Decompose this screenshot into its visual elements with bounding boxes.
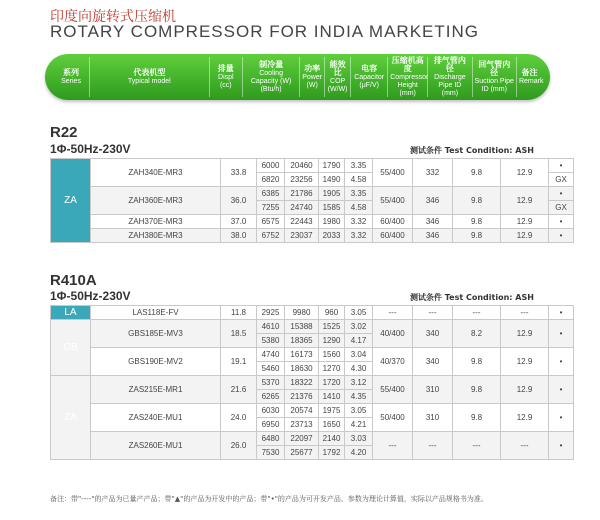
capacitor-cell: ---	[373, 432, 413, 460]
power-cell: 1905	[319, 187, 345, 201]
model-cell: ZAS215E-MR1	[91, 376, 221, 404]
power-cell: 1525	[319, 320, 345, 334]
power-cell: 960	[319, 306, 345, 320]
table-row	[51, 404, 574, 418]
header-cooling: 制冷量 Cooling Capacity (W) (Btu/h)	[243, 57, 300, 97]
power-cell: 1975	[319, 404, 345, 418]
discharge-cell: 9.8	[453, 376, 501, 404]
capacitor-cell: 50/400	[373, 404, 413, 432]
cop-cell: 3.12	[345, 376, 373, 390]
power-cell: 1650	[319, 418, 345, 432]
remark-cell: •	[549, 348, 574, 376]
suction-cell: ---	[501, 306, 549, 320]
displ-cell: 19.1	[221, 348, 257, 376]
cooling-btu-cell: 18630	[285, 362, 319, 376]
cop-cell: 3.05	[345, 404, 373, 418]
series-cell: ZA	[51, 159, 91, 243]
suction-cell: 12.9	[501, 348, 549, 376]
remark-cell: •	[549, 306, 574, 320]
cop-cell: 4.58	[345, 201, 373, 215]
remark-cell: •	[549, 229, 574, 243]
cop-cell: 3.32	[345, 215, 373, 229]
remark-cell: •	[549, 432, 574, 460]
suction-cell: 12.9	[501, 215, 549, 229]
discharge-cell: 9.8	[453, 215, 501, 229]
suction-cell: 12.9	[501, 376, 549, 404]
cop-cell: 3.35	[345, 187, 373, 201]
table-row	[51, 187, 574, 201]
page-title-en: ROTARY COMPRESSOR FOR INDIA MARKETING	[50, 22, 479, 41]
model-cell: GBS185E-MV3	[91, 320, 221, 348]
cooling-w-cell: 6752	[257, 229, 285, 243]
header-suction: 回气管内径 Suction Pipe ID (mm)	[473, 57, 517, 97]
cooling-btu-cell: 18365	[285, 334, 319, 348]
section-power-r410a: 1Φ-50Hz-230V	[50, 289, 131, 303]
cooling-w-cell: 6480	[257, 432, 285, 446]
height-cell: 340	[413, 348, 453, 376]
cooling-w-cell: 5460	[257, 362, 285, 376]
displ-cell: 36.0	[221, 187, 257, 215]
cooling-w-cell: 4610	[257, 320, 285, 334]
displ-cell: 24.0	[221, 404, 257, 432]
discharge-cell: 9.8	[453, 348, 501, 376]
cooling-btu-cell: 23713	[285, 418, 319, 432]
cooling-btu-cell: 15388	[285, 320, 319, 334]
displ-cell: 38.0	[221, 229, 257, 243]
capacitor-cell: 55/400	[373, 187, 413, 215]
power-cell: 1560	[319, 348, 345, 362]
capacitor-cell: 40/370	[373, 348, 413, 376]
model-cell: ZAH340E-MR3	[91, 159, 221, 187]
table-row	[51, 432, 574, 446]
cooling-btu-cell: 20460	[285, 159, 319, 173]
cooling-btu-cell: 22443	[285, 215, 319, 229]
page-title-cn: 印度向旋转式压缩机	[50, 9, 176, 25]
cooling-btu-cell: 20574	[285, 404, 319, 418]
power-cell: 1585	[319, 201, 345, 215]
cooling-w-cell: 7255	[257, 201, 285, 215]
height-cell: 346	[413, 215, 453, 229]
r410a-table	[50, 305, 574, 460]
table-row	[51, 348, 574, 362]
cooling-btu-cell: 21786	[285, 187, 319, 201]
r22-table	[50, 158, 574, 243]
table-row	[51, 229, 574, 243]
power-cell: 1792	[319, 446, 345, 460]
power-cell: 2140	[319, 432, 345, 446]
displ-cell: 26.0	[221, 432, 257, 460]
cooling-btu-cell: 21376	[285, 390, 319, 404]
cooling-w-cell: 4740	[257, 348, 285, 362]
header-model: 代表机型 Typical model	[90, 57, 210, 97]
remark-cell: GX	[549, 201, 574, 215]
section-title-r22: R22	[50, 124, 78, 141]
header-discharge: 排气管内径 Discharge Pipe ID (mm)	[428, 57, 472, 97]
cooling-w-cell: 6265	[257, 390, 285, 404]
remark-cell: •	[549, 187, 574, 201]
cooling-w-cell: 6820	[257, 173, 285, 187]
power-cell: 2033	[319, 229, 345, 243]
header-power: 功率 Power (W)	[300, 57, 325, 97]
suction-cell: 12.9	[501, 404, 549, 432]
table-row	[51, 306, 574, 320]
footnote: 备注：带"----"的产品为已量产产品；带"▲"的产品为开发中的产品；带"•"的产品为可开发产品，参数为理论计算值，实际以产品规格书为准。	[50, 495, 488, 503]
displ-cell: 37.0	[221, 215, 257, 229]
section-power-r22: 1Φ-50Hz-230V	[50, 142, 131, 156]
suction-cell: ---	[501, 432, 549, 460]
power-cell: 1720	[319, 376, 345, 390]
header-height: 压缩机高度 Compressor Height (mm)	[390, 55, 429, 97]
power-cell: 1490	[319, 173, 345, 187]
discharge-cell: 9.8	[453, 159, 501, 187]
model-cell: ZAS240E-MU1	[91, 404, 221, 432]
discharge-cell: 9.8	[453, 187, 501, 215]
remark-cell: •	[549, 159, 574, 173]
header-remark: 备注 Remark	[518, 67, 544, 85]
power-cell: 1270	[319, 362, 345, 376]
height-cell: 310	[413, 376, 453, 404]
remark-cell: •	[549, 320, 574, 348]
table-row	[51, 320, 574, 334]
power-cell: 1410	[319, 390, 345, 404]
model-cell: ZAH360E-MR3	[91, 187, 221, 215]
series-cell: GB	[51, 320, 91, 376]
header-series: 系列 Series	[53, 57, 90, 97]
cop-cell: 3.02	[345, 320, 373, 334]
cooling-w-cell: 6000	[257, 159, 285, 173]
test-condition-r22: 测试条件 Test Condition: ASH	[410, 146, 534, 155]
cop-cell: 3.03	[345, 432, 373, 446]
cooling-w-cell: 5380	[257, 334, 285, 348]
series-cell: ZA	[51, 376, 91, 460]
cooling-w-cell: 7530	[257, 446, 285, 460]
model-cell: ZAH380E-MR3	[91, 229, 221, 243]
cooling-btu-cell: 16173	[285, 348, 319, 362]
capacitor-cell: 40/400	[373, 320, 413, 348]
cooling-btu-cell: 25677	[285, 446, 319, 460]
height-cell: ---	[413, 432, 453, 460]
model-cell: GBS190E-MV2	[91, 348, 221, 376]
power-cell: 1980	[319, 215, 345, 229]
discharge-cell: 9.8	[453, 229, 501, 243]
cooling-w-cell: 2925	[257, 306, 285, 320]
discharge-cell: ---	[453, 306, 501, 320]
cooling-btu-cell: 23256	[285, 173, 319, 187]
capacitor-cell: 60/400	[373, 229, 413, 243]
displ-cell: 33.8	[221, 159, 257, 187]
series-cell: LA	[51, 306, 91, 320]
test-condition-r410a: 测试条件 Test Condition: ASH	[410, 293, 534, 302]
cooling-btu-cell: 24740	[285, 201, 319, 215]
cop-cell: 3.05	[345, 306, 373, 320]
remark-cell: •	[549, 404, 574, 432]
model-cell: LAS118E-FV	[91, 306, 221, 320]
height-cell: 340	[413, 320, 453, 348]
model-cell: ZAS260E-MU1	[91, 432, 221, 460]
cop-cell: 3.32	[345, 229, 373, 243]
cooling-w-cell: 6030	[257, 404, 285, 418]
displ-cell: 18.5	[221, 320, 257, 348]
cop-cell: 4.58	[345, 173, 373, 187]
cop-cell: 3.35	[345, 159, 373, 173]
power-cell: 1290	[319, 334, 345, 348]
displ-cell: 21.6	[221, 376, 257, 404]
remark-cell: •	[549, 215, 574, 229]
capacitor-cell: 55/400	[373, 159, 413, 187]
cop-cell: 4.21	[345, 418, 373, 432]
cooling-w-cell: 6385	[257, 187, 285, 201]
cooling-btu-cell: 9980	[285, 306, 319, 320]
height-cell: 346	[413, 187, 453, 215]
power-cell: 1790	[319, 159, 345, 173]
suction-cell: 12.9	[501, 187, 549, 215]
header-cop: 能效比 COP (W/W)	[325, 57, 351, 97]
displ-cell: 11.8	[221, 306, 257, 320]
remark-cell: GX	[549, 173, 574, 187]
cop-cell: 4.35	[345, 390, 373, 404]
capacitor-cell: ---	[373, 306, 413, 320]
capacitor-cell: 60/400	[373, 215, 413, 229]
cop-cell: 4.30	[345, 362, 373, 376]
cop-cell: 3.04	[345, 348, 373, 362]
height-cell: 346	[413, 229, 453, 243]
remark-cell: •	[549, 376, 574, 404]
header-capacitor: 电容 Capacitor (μF/V)	[351, 57, 388, 97]
capacitor-cell: 55/400	[373, 376, 413, 404]
cooling-btu-cell: 18322	[285, 376, 319, 390]
section-title-r410a: R410A	[50, 272, 97, 289]
cooling-btu-cell: 23037	[285, 229, 319, 243]
suction-cell: 12.9	[501, 320, 549, 348]
cooling-w-cell: 6575	[257, 215, 285, 229]
header-displ: 排量 Displ (cc)	[210, 57, 243, 97]
table-row	[51, 376, 574, 390]
height-cell: ---	[413, 306, 453, 320]
suction-cell: 12.9	[501, 229, 549, 243]
cooling-w-cell: 5370	[257, 376, 285, 390]
discharge-cell: 9.8	[453, 404, 501, 432]
suction-cell: 12.9	[501, 159, 549, 187]
cooling-btu-cell: 22097	[285, 432, 319, 446]
column-header-band	[45, 54, 550, 100]
height-cell: 332	[413, 159, 453, 187]
cop-cell: 4.17	[345, 334, 373, 348]
table-row	[51, 215, 574, 229]
model-cell: ZAH370E-MR3	[91, 215, 221, 229]
discharge-cell: ---	[453, 432, 501, 460]
height-cell: 310	[413, 404, 453, 432]
cop-cell: 4.20	[345, 446, 373, 460]
discharge-cell: 8.2	[453, 320, 501, 348]
table-row	[51, 159, 574, 173]
cooling-w-cell: 6950	[257, 418, 285, 432]
